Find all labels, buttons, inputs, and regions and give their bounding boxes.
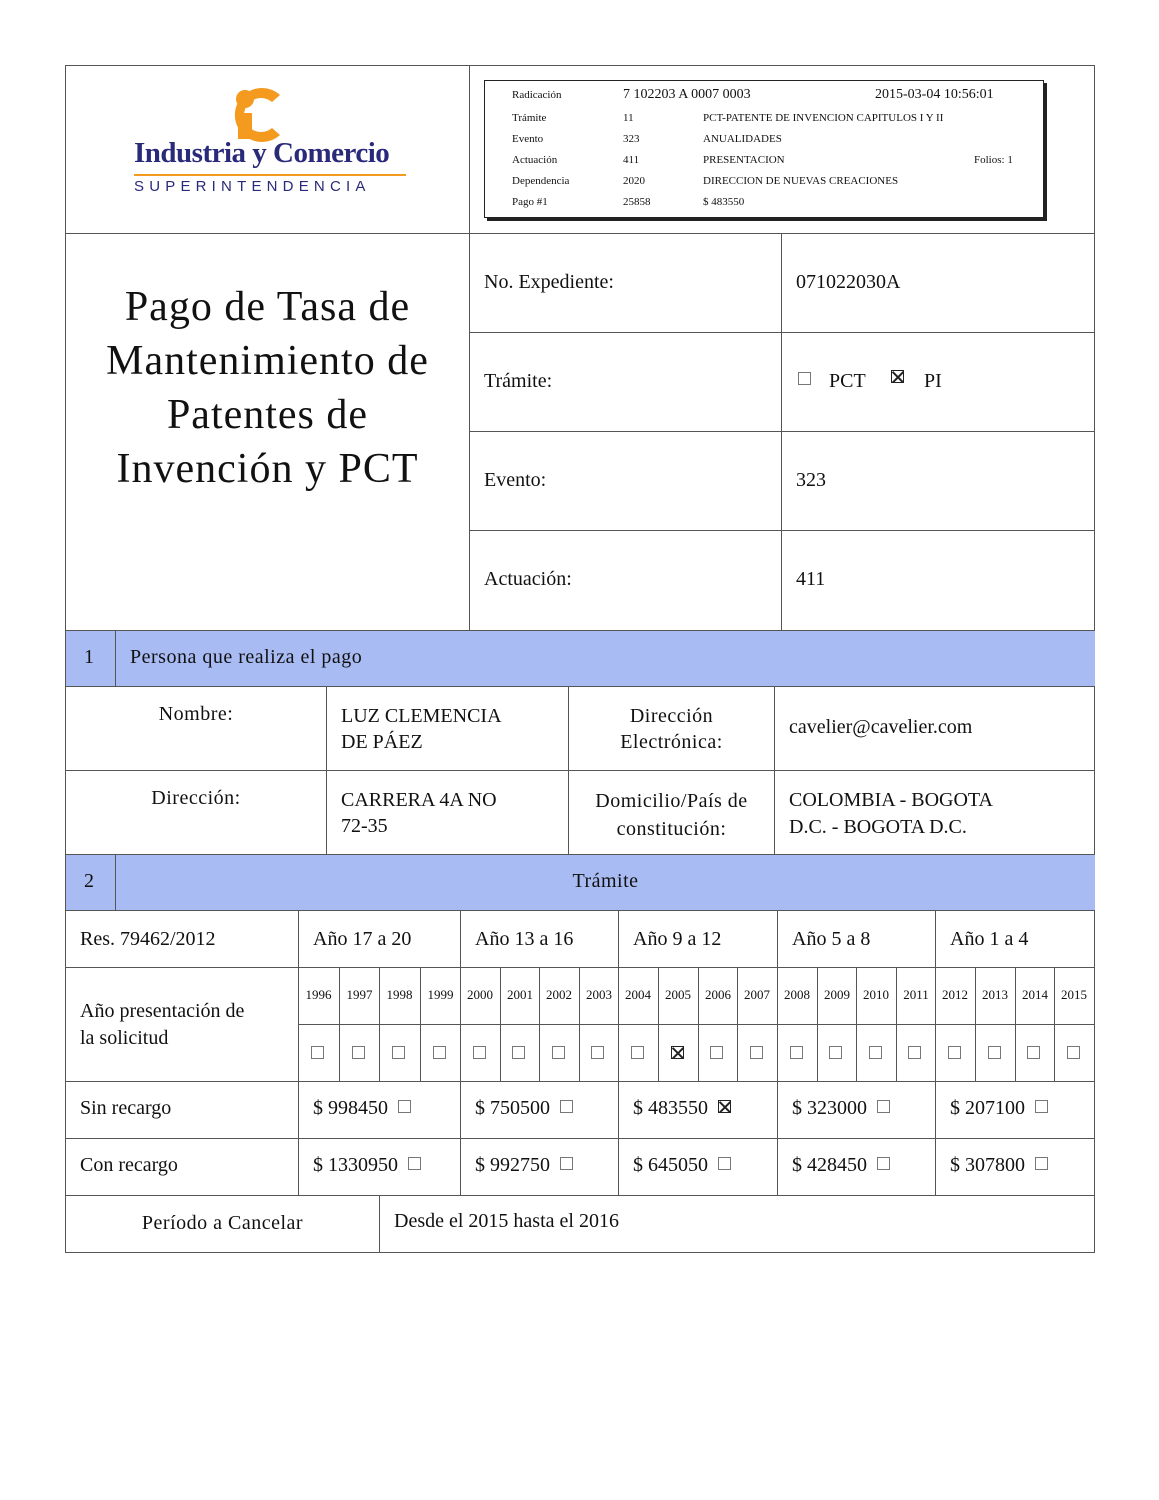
domicilio-value xyxy=(789,787,993,841)
stamp-dependencia-desc: DIRECCION DE NUEVAS CREACIONES xyxy=(703,175,899,187)
year-label-cell: 1997 xyxy=(346,987,373,1002)
stamp-pago-label: Pago #1 xyxy=(512,196,548,208)
year-checkbox[interactable] xyxy=(473,1046,486,1059)
section-1-number: 1 xyxy=(84,646,94,668)
resolution: Res. 79462/2012 xyxy=(80,928,216,950)
evento-label: Evento: xyxy=(484,469,547,491)
con-recargo-price: $ 645050 xyxy=(633,1154,708,1176)
year-label-cell: 2011 xyxy=(903,987,929,1002)
year-checkbox[interactable] xyxy=(392,1046,405,1059)
direccion-label: Dirección: xyxy=(151,787,241,809)
page-title xyxy=(66,280,469,496)
sin-recargo-price: $ 998450 xyxy=(313,1097,388,1119)
pct-label: PCT xyxy=(829,370,866,392)
con-recargo-price: $ 1330950 xyxy=(313,1154,398,1176)
stamp-tramite-desc: PCT-PATENTE DE INVENCION CAPITULOS I Y II xyxy=(703,112,944,124)
logo-rule xyxy=(134,174,406,176)
sin-recargo-checkbox[interactable] xyxy=(718,1100,731,1113)
pi-checkbox[interactable] xyxy=(891,370,904,383)
year-checkbox[interactable] xyxy=(829,1046,842,1059)
group-header: Año 9 a 12 xyxy=(633,928,722,950)
sin-recargo-price: $ 323000 xyxy=(792,1097,867,1119)
direccion-line-2: 72-35 xyxy=(341,815,388,837)
group-header: Año 17 a 20 xyxy=(313,928,412,950)
year-label-cell: 1999 xyxy=(427,987,454,1002)
year-checkbox[interactable] xyxy=(671,1046,684,1059)
year-label-cell: 2008 xyxy=(784,987,810,1002)
year-label-cell: 2014 xyxy=(1022,987,1048,1002)
year-label-cell: 2006 xyxy=(705,987,731,1002)
year-label-cell: 2015 xyxy=(1061,987,1087,1002)
title-line-2: Mantenimiento de xyxy=(106,338,429,384)
sin-recargo-checkbox[interactable] xyxy=(560,1100,573,1113)
periodo-label: Período a Cancelar xyxy=(141,1212,304,1234)
year-label-cell: 1996 xyxy=(305,987,332,1002)
con-recargo-price: $ 428450 xyxy=(792,1154,867,1176)
expediente-value: 071022030A xyxy=(796,271,901,293)
con-recargo-checkbox[interactable] xyxy=(1035,1157,1048,1170)
sin-recargo-price: $ 750500 xyxy=(475,1097,550,1119)
section-1-title: Persona que realiza el pago xyxy=(130,646,363,668)
year-checkbox[interactable] xyxy=(512,1046,525,1059)
domicilio-label xyxy=(569,787,774,843)
nombre-line-1: LUZ CLEMENCIA xyxy=(341,705,502,727)
con-recargo-label: Con recargo xyxy=(80,1154,178,1176)
sin-recargo-price: $ 207100 xyxy=(950,1097,1025,1119)
email-label xyxy=(569,703,774,755)
year-checkbox[interactable] xyxy=(1027,1046,1040,1059)
year-checkbox[interactable] xyxy=(352,1046,365,1059)
stamp-dependencia-label: Dependencia xyxy=(512,175,570,187)
year-checkbox[interactable] xyxy=(631,1046,644,1059)
year-checkbox[interactable] xyxy=(433,1046,446,1059)
year-label-line-1: Año presentación de xyxy=(80,1000,245,1022)
logo-subtitle: SUPERINTENDENCIA xyxy=(134,178,371,195)
year-checkbox[interactable] xyxy=(591,1046,604,1059)
stamp-actuacion-desc: PRESENTACION xyxy=(703,154,785,166)
year-label-cell: 2013 xyxy=(982,987,1008,1002)
stamp-evento-desc: ANUALIDADES xyxy=(703,133,782,145)
stamp-folios: Folios: 1 xyxy=(974,154,1013,166)
con-recargo-checkbox[interactable] xyxy=(560,1157,573,1170)
sin-recargo-label: Sin recargo xyxy=(80,1097,172,1119)
nombre-line-2: DE PÁEZ xyxy=(341,731,423,753)
sin-recargo-checkbox[interactable] xyxy=(398,1100,411,1113)
section-2-title: Trámite xyxy=(572,870,639,892)
domicilio-label-line-2: constitución: xyxy=(616,818,727,840)
group-header: Año 1 a 4 xyxy=(950,928,1029,950)
stamp-pago-amount: $ 483550 xyxy=(703,196,745,208)
title-line-4: Invención y PCT xyxy=(116,446,419,492)
email-label-line-1: Dirección xyxy=(629,705,714,727)
logo-title: Industria y Comercio xyxy=(134,137,390,169)
con-recargo-checkbox[interactable] xyxy=(408,1157,421,1170)
year-checkbox[interactable] xyxy=(948,1046,961,1059)
nombre-label: Nombre: xyxy=(158,703,234,725)
section-2-number: 2 xyxy=(84,870,94,892)
evento-value: 323 xyxy=(796,469,826,491)
tramite-label: Trámite: xyxy=(484,370,553,392)
con-recargo-checkbox[interactable] xyxy=(718,1157,731,1170)
expediente-label: No. Expediente: xyxy=(484,271,614,293)
year-checkbox[interactable] xyxy=(988,1046,1001,1059)
year-label-cell: 2003 xyxy=(586,987,612,1002)
radication-stamp xyxy=(484,80,1044,218)
con-recargo-price: $ 307800 xyxy=(950,1154,1025,1176)
year-label-cell: 1998 xyxy=(386,987,413,1002)
pi-label: PI xyxy=(924,370,942,392)
stamp-evento-code: 323 xyxy=(623,133,640,145)
title-line-3: Patentes de xyxy=(166,392,369,438)
year-label-cell: 2004 xyxy=(625,987,651,1002)
direccion-value xyxy=(341,787,497,839)
stamp-actuacion-code: 411 xyxy=(623,154,640,166)
domicilio-line-2: D.C. - BOGOTA D.C. xyxy=(789,816,967,838)
stamp-pago-code: 25858 xyxy=(623,196,651,208)
stamp-actuacion-label: Actuación xyxy=(512,154,558,166)
year-label-cell: 2010 xyxy=(863,987,889,1002)
actuacion-label: Actuación: xyxy=(484,568,572,590)
sin-recargo-price: $ 483550 xyxy=(633,1097,708,1119)
year-label xyxy=(80,998,244,1052)
nombre-value xyxy=(341,703,502,755)
stamp-tramite-label: Trámite xyxy=(512,112,547,124)
year-checkbox[interactable] xyxy=(552,1046,565,1059)
title-line-1: Pago de Tasa de xyxy=(124,284,411,330)
stamp-timestamp: 2015-03-04 10:56:01 xyxy=(875,87,994,102)
year-checkbox[interactable] xyxy=(750,1046,763,1059)
group-header: Año 5 a 8 xyxy=(792,928,871,950)
year-label-cell: 2000 xyxy=(467,987,493,1002)
year-checkbox[interactable] xyxy=(869,1046,882,1059)
logo xyxy=(120,85,420,205)
domicilio-label-line-1: Domicilio/País de xyxy=(595,790,748,812)
year-checkbox[interactable] xyxy=(1067,1046,1080,1059)
year-label-cell: 2012 xyxy=(942,987,968,1002)
actuacion-value: 411 xyxy=(796,568,826,590)
stamp-evento-label: Evento xyxy=(512,133,544,145)
domicilio-line-1: COLOMBIA - BOGOTA xyxy=(789,789,993,811)
year-label-cell: 2005 xyxy=(665,987,691,1002)
con-recargo-checkbox[interactable] xyxy=(877,1157,890,1170)
year-label-cell: 2001 xyxy=(507,987,533,1002)
email-label-line-2: Electrónica: xyxy=(620,731,723,753)
year-label-cell: 2007 xyxy=(744,987,770,1002)
stamp-radicacion-label: Radicación xyxy=(512,89,562,101)
year-checkbox[interactable] xyxy=(908,1046,921,1059)
year-checkbox[interactable] xyxy=(311,1046,324,1059)
con-recargo-price: $ 992750 xyxy=(475,1154,550,1176)
year-checkbox[interactable] xyxy=(790,1046,803,1059)
direccion-line-1: CARRERA 4A NO xyxy=(341,789,497,811)
sin-recargo-checkbox[interactable] xyxy=(877,1100,890,1113)
sin-recargo-checkbox[interactable] xyxy=(1035,1100,1048,1113)
stamp-radicacion-value: 7 102203 A 0007 0003 xyxy=(623,87,751,102)
year-checkbox[interactable] xyxy=(710,1046,723,1059)
email-value: cavelier@cavelier.com xyxy=(789,716,973,738)
pct-checkbox[interactable] xyxy=(798,372,811,385)
year-label-cell: 2009 xyxy=(824,987,850,1002)
group-header: Año 13 a 16 xyxy=(475,928,574,950)
stamp-dependencia-code: 2020 xyxy=(623,175,645,187)
year-label-cell: 2002 xyxy=(546,987,572,1002)
stamp-tramite-code: 11 xyxy=(623,112,634,124)
year-label-line-2: la solicitud xyxy=(80,1027,169,1049)
periodo-value: Desde el 2015 hasta el 2016 xyxy=(394,1210,619,1232)
